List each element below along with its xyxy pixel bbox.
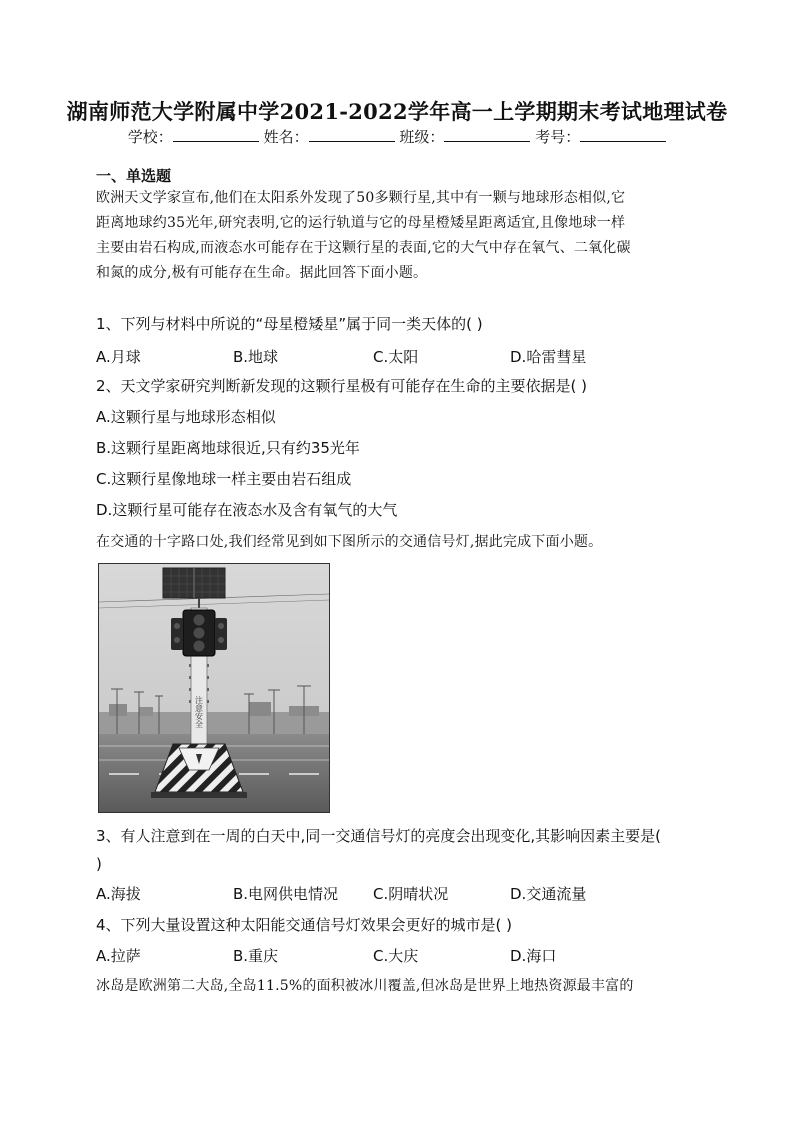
question-1-stem: 1、下列与材料中所说的“母星橙矮星”属于同一类天体的( ) — [96, 315, 483, 333]
question-4-options — [96, 945, 700, 965]
q1-option-a: A.月球 — [96, 348, 141, 366]
q4-option-a: A.拉萨 — [96, 947, 141, 965]
school-blank — [173, 127, 259, 142]
question-2-stem: 2、天文学家研究判断新发现的这颗行星极有可能存在生命的主要依据是( ) — [96, 377, 588, 395]
name-label: 姓名： — [263, 128, 309, 146]
question-3-options — [96, 883, 700, 903]
traffic-light-photo — [98, 563, 330, 813]
material-line: 主要由岩石构成,而液态水可能存在于这颗行星的表面,它的大气中存在氧气、二氧化碳 — [96, 240, 631, 256]
question-4-stem: 4、下列大量设置这种太阳能交通信号灯效果会更好的城市是( ) — [96, 916, 513, 934]
question-3-stem — [96, 822, 706, 878]
material-paragraph-2: 在交通的十字路口处,我们经常见到如下图所示的交通信号灯,据此完成下面小题。 — [96, 534, 603, 550]
q1-option-c: C.太阳 — [373, 348, 419, 366]
q3-option-b: B.电网供电情况 — [233, 885, 339, 903]
q3-option-c: C.阴晴状况 — [373, 885, 449, 903]
exam-title: 湖南师范大学附属中学2021-2022学年高一上学期期末考试地理试卷 — [66, 99, 728, 124]
q2-option-a: A.这颗行星与地球形态相似 — [96, 408, 276, 426]
exam-number-label: 考号： — [535, 128, 581, 146]
q1-option-d: D.哈雷彗星 — [510, 348, 587, 366]
q2-option-b: B.这颗行星距离地球很近,只有约35光年 — [96, 439, 360, 457]
material-line: 和氮的成分,极有可能存在生命。据此回答下面小题。 — [96, 265, 428, 281]
q2-option-c: C.这颗行星像地球一样主要由岩石组成 — [96, 470, 352, 488]
q3-option-a: A.海拔 — [96, 885, 141, 903]
class-blank — [444, 127, 530, 142]
q2-option-d: D.这颗行星可能存在液态水及含有氧气的大气 — [96, 501, 398, 519]
q4-option-c: C.大庆 — [373, 947, 419, 965]
q3-stem-line: 3、有人注意到在一周的白天中,同一交通信号灯的亮度会出现变化,其影响因素主要是( — [96, 827, 661, 845]
student-info-line — [0, 126, 794, 147]
q3-stem-line: ) — [96, 855, 102, 873]
q1-option-b: B.地球 — [233, 348, 279, 366]
section-heading: 一、单选题 — [96, 167, 172, 185]
material-line: 距离地球约35光年,研究表明,它的运行轨道与它的母星橙矮星距离适宜,且像地球一样 — [96, 215, 626, 231]
q4-option-d: D.海口 — [510, 947, 557, 965]
material-paragraph-3: 冰岛是欧洲第二大岛,全岛11.5%的面积被冰川覆盖,但冰岛是世界上地热资源最丰富的 — [96, 978, 634, 994]
school-label: 学校： — [127, 128, 173, 146]
class-label: 班级： — [399, 128, 445, 146]
exam-number-blank — [580, 127, 666, 142]
q3-option-d: D.交通流量 — [510, 885, 587, 903]
material-line: 欧洲天文学家宣布,他们在太阳系外发现了50多颗行星,其中有一颗与地球形态相似,它 — [96, 190, 626, 206]
material-paragraph-1 — [96, 186, 700, 286]
question-1-options — [96, 346, 700, 366]
name-blank — [309, 127, 395, 142]
q4-option-b: B.重庆 — [233, 947, 279, 965]
sign-label: 注意安全 — [194, 696, 204, 728]
